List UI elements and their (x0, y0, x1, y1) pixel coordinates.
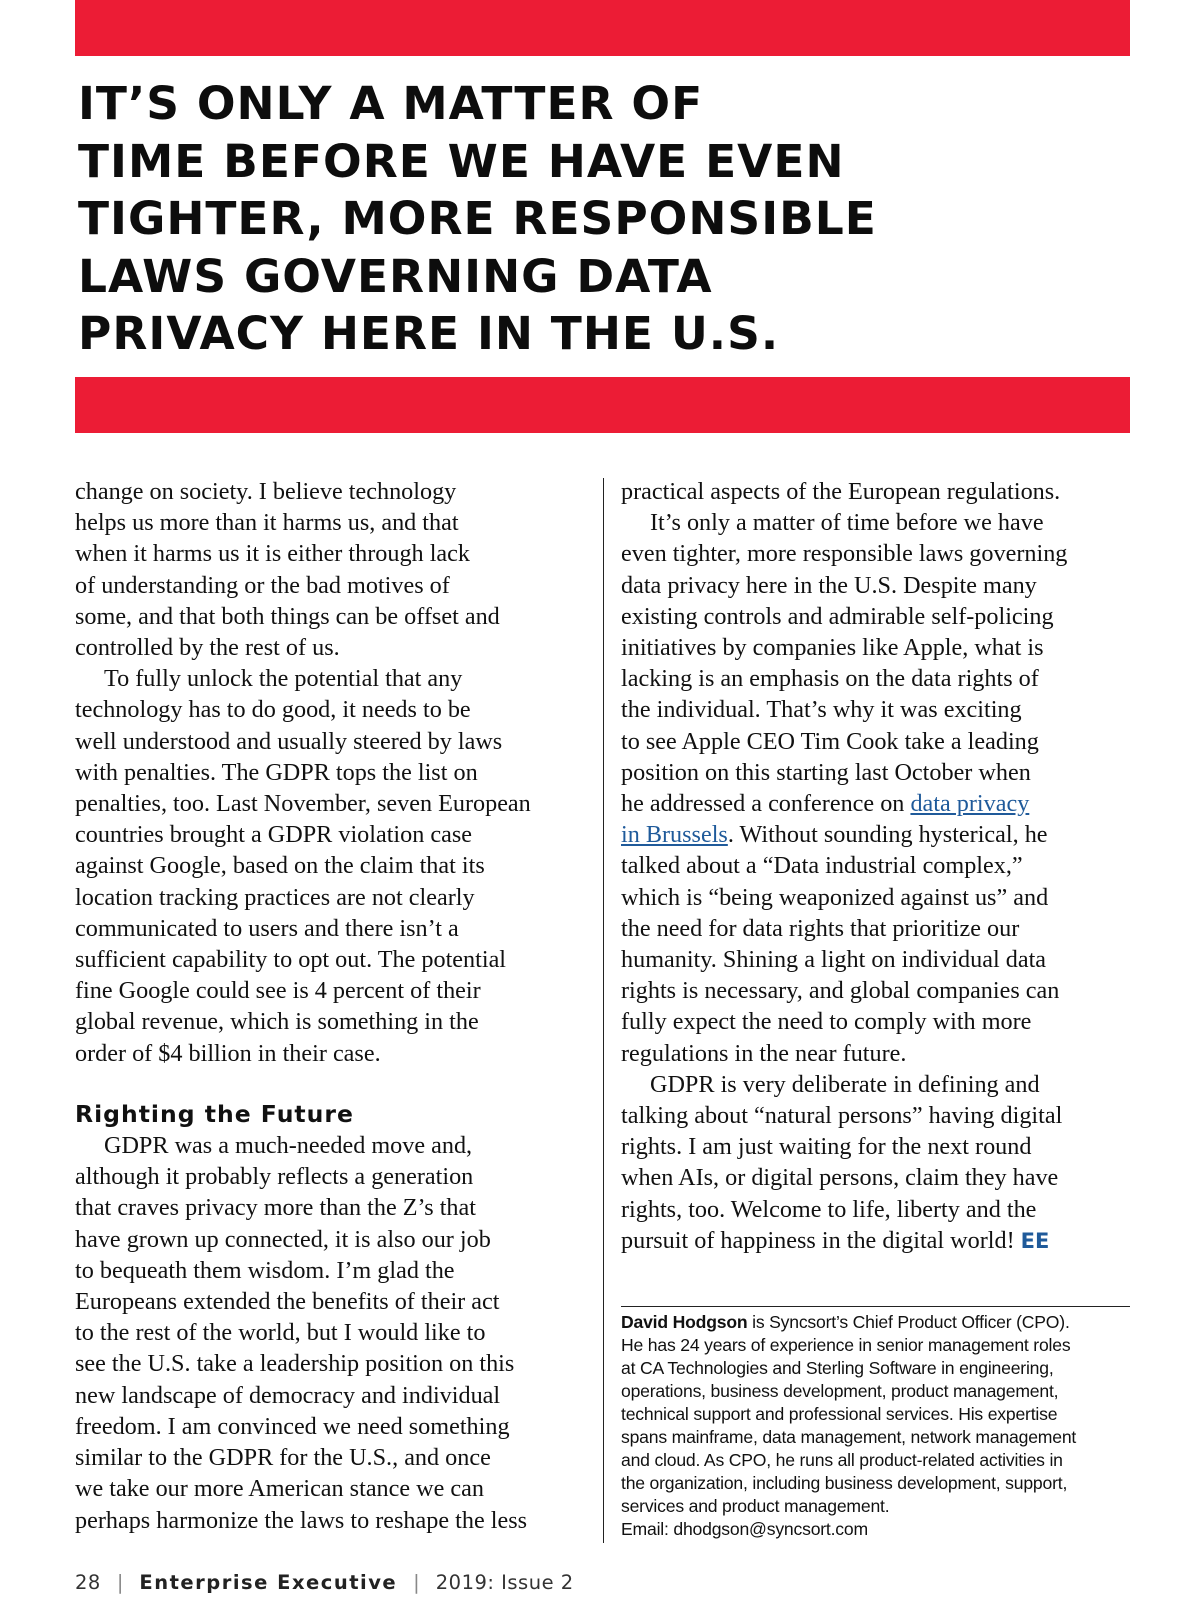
text-line: similar to the GDPR for the U.S., and once (75, 1444, 491, 1472)
text-fragment: pursuit of happiness in the digital world! (621, 1226, 1015, 1254)
bio-line: operations, business development, product management, (621, 1381, 1059, 1401)
bio-divider (621, 1306, 1130, 1307)
text-line: well understood and usually steered by laws (75, 727, 503, 755)
text-line: of understanding or the bad motives of (75, 571, 450, 599)
page-number: 28 (75, 1571, 101, 1594)
text-line: when it harms us it is either through lack (75, 540, 470, 568)
paragraph (621, 507, 1133, 1069)
text-line: the need for data rights that prioritize our (621, 914, 1020, 942)
footer-separator: | (413, 1571, 420, 1594)
pull-quote-line: IT’S ONLY A MATTER OF (78, 77, 704, 130)
text-line: countries brought a GDPR violation case (75, 821, 473, 849)
text-line: fully expect the need to comply with more (621, 1008, 1032, 1036)
text-line: when AIs, or digital persons, claim they have (621, 1164, 1059, 1192)
pull-quote-line: TIGHTER, MORE RESPONSIBLE (78, 192, 877, 246)
pull-quote-line: TIME BEFORE WE HAVE EVEN (78, 134, 845, 188)
text-line: fine Google could see is 4 percent of their (75, 977, 481, 1005)
text-line: to the rest of the world, but I would like to (75, 1319, 486, 1347)
text-line: existing controls and admirable self-policing (621, 602, 1054, 630)
text-line: data privacy here in the U.S. Despite many (621, 571, 1037, 599)
text-line: GDPR was a much-needed move and, (104, 1132, 473, 1160)
text-fragment: is Syncsort’s Chief Product Officer (CPO). (747, 1312, 1070, 1332)
right-column (621, 476, 1133, 1257)
paragraph (621, 1069, 1133, 1257)
text-line: that craves privacy more than the Z’s that (75, 1194, 476, 1222)
page-footer (75, 1571, 574, 1594)
text-line: global revenue, which is something in the (75, 1008, 479, 1036)
issue-label: 2019: Issue 2 (435, 1571, 574, 1594)
text-line (621, 1225, 1133, 1257)
text-line: lacking is an emphasis on the data rights of (621, 665, 1039, 693)
text-line: to see Apple CEO Tim Cook take a leading (621, 727, 1039, 755)
bio-line: and cloud. As CPO, he runs all product-related activities in (621, 1450, 1063, 1470)
author-name: David Hodgson (621, 1312, 748, 1332)
paragraph (621, 476, 1133, 507)
text-line: rights is necessary, and global companies can (621, 977, 1060, 1005)
text-line: location tracking practices are not clearly (75, 883, 475, 911)
bio-line: He has 24 years of experience in senior management roles (621, 1335, 1071, 1355)
text-line: position on this starting last October when (621, 758, 1031, 786)
data-privacy-link-continued[interactable]: in Brussels (621, 821, 728, 849)
section-subhead: Righting the Future (75, 1099, 354, 1128)
bottom-red-bar (75, 377, 1130, 433)
text-line: sufficient capability to opt out. The potential (75, 946, 507, 974)
text-line: we take our more American stance we can (75, 1475, 484, 1503)
text-line: penalties, too. Last November, seven European (75, 790, 531, 818)
text-line: technology has to do good, it needs to be (75, 696, 471, 724)
text-line: change on society. I believe technology (75, 478, 457, 505)
text-line: initiatives by companies like Apple, what is (621, 634, 1044, 662)
text-line: Europeans extended the benefits of their act (75, 1288, 500, 1316)
text-line: order of $4 billion in their case. (75, 1039, 381, 1067)
text-fragment: . Without sounding hysterical, he (727, 821, 1048, 849)
text-line: helps us more than it harms us, and that (75, 509, 459, 537)
paragraph (75, 663, 590, 1069)
left-column (75, 476, 590, 1536)
data-privacy-link[interactable]: data privacy (910, 790, 1030, 818)
footer-separator: | (116, 1571, 124, 1594)
text-fragment: he addressed a conference on (621, 790, 911, 818)
column-divider (603, 478, 604, 1543)
text-line: GDPR is very deliberate in defining and (650, 1070, 1040, 1098)
text-line: although it probably reflects a generation (75, 1163, 474, 1191)
text-line: with penalties. The GDPR tops the list on (75, 758, 478, 786)
bio-line: the organization, including business development, support, (621, 1473, 1068, 1493)
bio-line: spans mainframe, data management, network management (621, 1427, 1077, 1447)
text-line: even tighter, more responsible laws governing (621, 540, 1068, 568)
bio-line (621, 1311, 1136, 1334)
text-line: rights, too. Welcome to life, liberty and the (621, 1195, 1037, 1223)
text-line: against Google, based on the claim that its (75, 852, 485, 880)
text-line: controlled by the rest of us. (75, 634, 340, 662)
pull-quote (78, 75, 1138, 363)
text-line: talking about “natural persons” having digital (621, 1102, 1063, 1130)
text-line: To fully unlock the potential that any (104, 665, 463, 693)
paragraph (75, 476, 590, 663)
text-line: humanity. Shining a light on individual data (621, 946, 1047, 974)
text-line: freedom. I am convinced we need something (75, 1412, 510, 1440)
author-bio (621, 1311, 1136, 1541)
top-red-bar (75, 0, 1130, 56)
paragraph (75, 1130, 590, 1536)
text-line: the individual. That’s why it was exciting (621, 696, 1022, 724)
bio-line: services and product management. (621, 1496, 890, 1516)
text-line (621, 819, 1133, 850)
text-line: communicated to users and there isn’t a (75, 914, 459, 942)
text-line: perhaps harmonize the laws to reshape the less (75, 1506, 528, 1534)
text-line: some, and that both things can be offset and (75, 602, 500, 630)
text-line: practical aspects of the European regulations. (621, 478, 1061, 505)
text-line: talked about a “Data industrial complex,” (621, 852, 1023, 880)
magazine-name: Enterprise Executive (139, 1571, 398, 1594)
text-line: have grown up connected, it is also our job (75, 1225, 491, 1253)
text-line: regulations in the near future. (621, 1039, 907, 1067)
text-line: It’s only a matter of time before we have (650, 509, 1044, 537)
text-line: which is “being weaponized against us” and (621, 883, 1049, 911)
bio-line: technical support and professional services. His expertise (621, 1404, 1058, 1424)
pull-quote-line: PRIVACY HERE IN THE U.S. (78, 307, 780, 361)
end-of-article-mark: EE (1020, 1228, 1050, 1253)
text-line: new landscape of democracy and individual (75, 1381, 501, 1409)
text-line: see the U.S. take a leadership position on this (75, 1350, 515, 1378)
text-line (621, 788, 1133, 819)
author-email: Email: dhodgson@syncsort.com (621, 1519, 868, 1539)
pull-quote-line: LAWS GOVERNING DATA (78, 249, 713, 303)
text-line: to bequeath them wisdom. I’m glad the (75, 1256, 455, 1284)
text-line: rights. I am just waiting for the next round (621, 1133, 1032, 1161)
bio-line: at CA Technologies and Sterling Software in engineering, (621, 1358, 1054, 1378)
